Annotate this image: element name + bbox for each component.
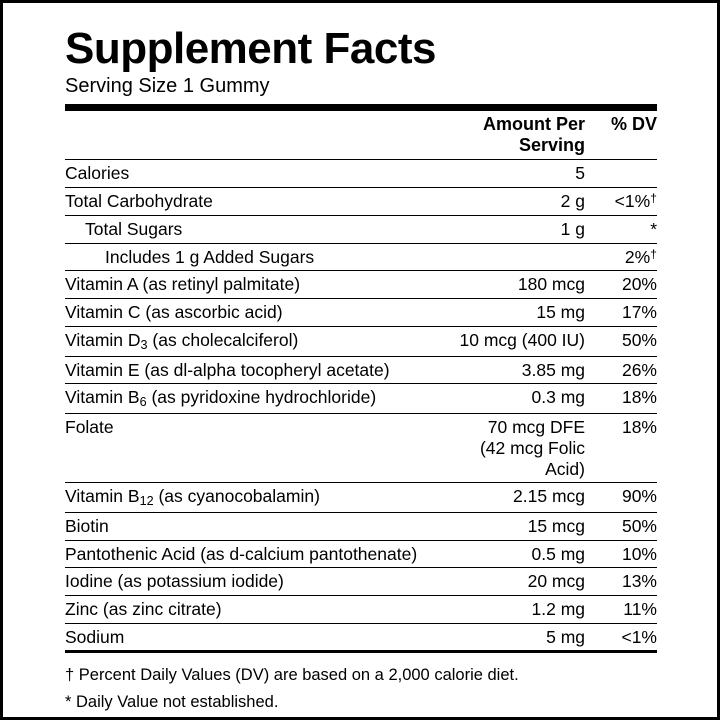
header-blank bbox=[65, 111, 445, 160]
footnotes bbox=[65, 663, 657, 715]
nutrient-dv: <1%† bbox=[595, 188, 657, 216]
nutrient-name: Pantothenic Acid (as d-calcium pantothenate) bbox=[65, 540, 445, 568]
nutrition-table bbox=[65, 111, 657, 650]
nutrient-amount: 20 mcg bbox=[445, 568, 595, 596]
nutrient-dv: 11% bbox=[595, 596, 657, 624]
nutrient-name: Vitamin C (as ascorbic acid) bbox=[65, 298, 445, 326]
nutrient-dv: 2%† bbox=[595, 243, 657, 271]
nutrient-dv: 13% bbox=[595, 568, 657, 596]
nutrient-amount: 70 mcg DFE (42 mcg Folic Acid) bbox=[445, 414, 595, 483]
divider-bottom bbox=[65, 650, 657, 653]
table-row bbox=[65, 568, 657, 596]
nutrient-name: Biotin bbox=[65, 513, 445, 541]
table-row bbox=[65, 596, 657, 624]
nutrient-amount: 2.15 mcg bbox=[445, 483, 595, 513]
nutrient-name: Vitamin $B_{12}$ (as cyanocobalamin) bbox=[65, 483, 445, 513]
table-row bbox=[65, 215, 657, 243]
table-row bbox=[65, 243, 657, 271]
table-row bbox=[65, 298, 657, 326]
header-dv: % DV bbox=[610, 114, 657, 134]
nutrient-amount: 1 g bbox=[445, 215, 595, 243]
nutrient-name: Includes 1 g Added Sugars bbox=[65, 243, 445, 271]
nutrient-dv: 50% bbox=[595, 513, 657, 541]
nutrient-dv: 10% bbox=[595, 540, 657, 568]
table-row bbox=[65, 414, 657, 483]
nutrient-dv: 90% bbox=[595, 483, 657, 513]
nutrient-amount bbox=[445, 243, 595, 271]
nutrient-name: Calories bbox=[65, 160, 445, 188]
nutrient-dv: 50% bbox=[595, 326, 657, 356]
table-row bbox=[65, 271, 657, 299]
panel-inner bbox=[17, 15, 703, 712]
nutrient-name: Sodium bbox=[65, 623, 445, 650]
nutrient-amount: 2 g bbox=[445, 188, 595, 216]
nutrient-amount: 180 mcg bbox=[445, 271, 595, 299]
nutrient-name: Vitamin $B_6$ (as pyridoxine hydrochloride) bbox=[65, 384, 445, 414]
nutrient-dv: 18% bbox=[595, 384, 657, 414]
nutrient-amount: 5 bbox=[445, 160, 595, 188]
table-row bbox=[65, 483, 657, 513]
nutrition-table-body bbox=[65, 111, 657, 650]
nutrient-dv: <1% bbox=[595, 623, 657, 650]
table-header-row bbox=[65, 111, 657, 160]
nutrient-dv: 18% bbox=[595, 414, 657, 483]
serving-size: Serving Size 1 Gummy bbox=[65, 75, 270, 97]
nutrient-dv: * bbox=[595, 215, 657, 243]
footnote-dagger: † Percent Daily Values (DV) are based on a 2,000 calorie diet. bbox=[65, 666, 519, 685]
nutrient-amount: 0.5 mg bbox=[445, 540, 595, 568]
nutrient-name: Vitamin $D_3$ (as cholecalciferol) bbox=[65, 326, 445, 356]
nutrient-amount: 5 mg bbox=[445, 623, 595, 650]
table-row bbox=[65, 326, 657, 356]
divider-thick-top bbox=[65, 104, 657, 111]
nutrient-name: Total Sugars bbox=[65, 215, 445, 243]
nutrient-amount: 15 mcg bbox=[445, 513, 595, 541]
nutrient-amount: 1.2 mg bbox=[445, 596, 595, 624]
nutrient-name: Iodine (as potassium iodide) bbox=[65, 568, 445, 596]
footnote-asterisk: * Daily Value not established. bbox=[65, 693, 279, 712]
nutrient-dv: 20% bbox=[595, 271, 657, 299]
nutrient-dv bbox=[595, 160, 657, 188]
table-row bbox=[65, 188, 657, 216]
nutrient-name: Vitamin A (as retinyl palmitate) bbox=[65, 271, 445, 299]
table-row bbox=[65, 160, 657, 188]
nutrient-dv: 26% bbox=[595, 356, 657, 384]
nutrient-amount: 10 mcg (400 IU) bbox=[445, 326, 595, 356]
nutrient-name: Vitamin E (as dl-alpha tocopheryl acetate) bbox=[65, 356, 445, 384]
page-title: Supplement Facts bbox=[65, 24, 436, 73]
table-row bbox=[65, 623, 657, 650]
nutrient-amount: 0.3 mg bbox=[445, 384, 595, 414]
table-row bbox=[65, 356, 657, 384]
nutrient-dv: 17% bbox=[595, 298, 657, 326]
nutrient-amount: 15 mg bbox=[445, 298, 595, 326]
nutrient-name: Zinc (as zinc citrate) bbox=[65, 596, 445, 624]
nutrient-name: Total Carbohydrate bbox=[65, 188, 445, 216]
table-row bbox=[65, 384, 657, 414]
nutrient-name: Folate bbox=[65, 414, 445, 483]
table-row bbox=[65, 540, 657, 568]
nutrient-amount: 3.85 mg bbox=[445, 356, 595, 384]
table-row bbox=[65, 513, 657, 541]
header-amount: Amount Per Serving bbox=[482, 114, 585, 156]
